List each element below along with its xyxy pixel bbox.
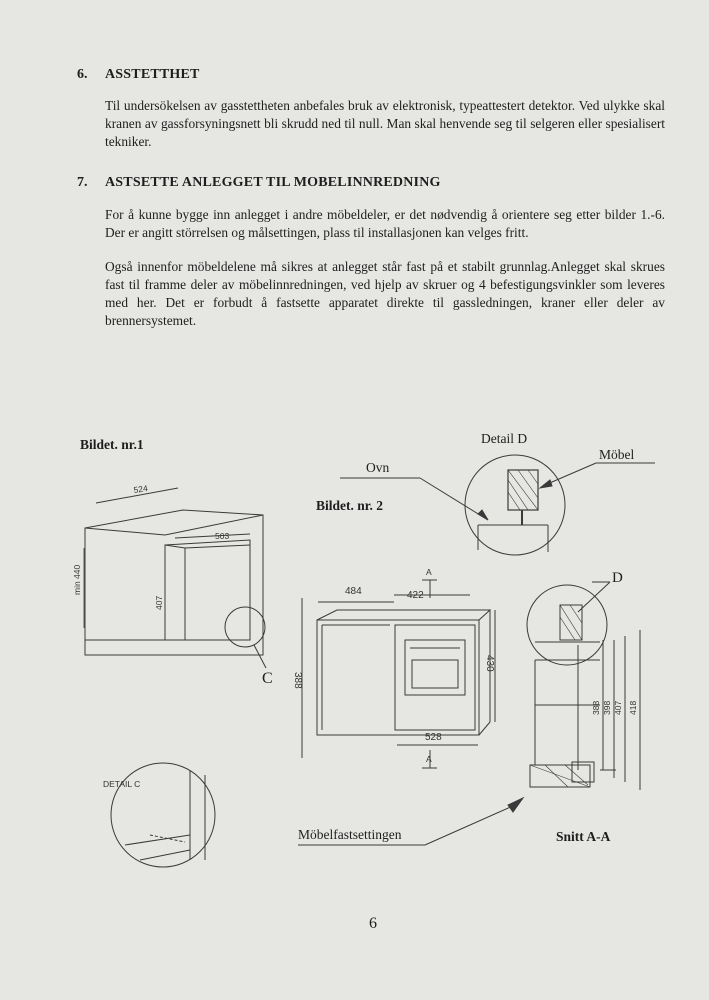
section-6-title: ASSTETTHET: [105, 67, 200, 82]
dim-528: 528: [425, 732, 442, 743]
figure-1-label: Bildet. nr.1: [80, 437, 144, 452]
mobelfastsettingen-label: Möbelfastsettingen: [298, 827, 402, 842]
dim-section-407: 407: [613, 700, 623, 715]
dim-503: 503: [215, 531, 230, 541]
dim-407: 407: [154, 595, 164, 610]
section-6-number: 6.: [77, 67, 88, 82]
dim-430: 430: [484, 655, 495, 672]
detail-d-marker: D: [612, 570, 623, 586]
dim-422: 422: [407, 590, 424, 601]
section-mark-a-bottom: A: [426, 754, 432, 764]
ovn-label: Ovn: [366, 460, 390, 475]
mobel-label: Möbel: [599, 447, 635, 462]
detail-d-drawing: [340, 455, 655, 555]
section-7-paragraph-2: Også innenfor möbeldelene må sikres at anlegget står fast på et stabilt grunnlag.Anlegget skal skrues fast til framme deler av möbelinnredningen, ved hjelp av skruer og 4 befestigungsvinkler som leveres med her. Det er forbudt å fastsette apparatet direkte til gassledningen, kraner eller deler av brennersystemet.: [105, 259, 665, 328]
dim-388: 388: [292, 672, 303, 689]
page-number: 6: [369, 915, 377, 932]
detail-d-label: Detail D: [481, 431, 528, 446]
section-7-title: ASTSETTE ANLEGGET TIL MOBELINNREDNING: [105, 175, 441, 190]
detail-c-caption: DETAIL C: [103, 779, 141, 789]
snitt-aa-label: Snitt A-A: [556, 829, 611, 844]
dim-524: 524: [132, 483, 149, 495]
section-7-number: 7.: [77, 175, 88, 190]
dim-min-440: min 440: [72, 564, 82, 595]
figure-1-cabinet: [84, 488, 266, 668]
dim-section-418: 418: [628, 700, 638, 715]
section-6-paragraph: Til undersökelsen av gasstettheten anbefales bruk av elektronisk, typeattestert detektor. Ved ulykke skal kranen av gassforsyningsnett bli skrudd ned til null. Man skal henvende seg til selgeren eller spesialisert tekniker.: [105, 98, 665, 149]
dim-section-388: 388: [591, 700, 601, 715]
figure-1-dimension-texts: [72, 483, 229, 610]
section-dimension-texts: [591, 701, 638, 715]
figure-2-oven: [302, 580, 495, 768]
section-aa-drawing: [298, 582, 640, 845]
detail-c-marker: C: [262, 670, 273, 687]
figure-2-label: Bildet. nr. 2: [316, 498, 384, 513]
section-mark-a-top: A: [426, 567, 432, 577]
dim-484: 484: [345, 586, 362, 597]
section-7-paragraph-1: For å kunne bygge inn anlegget i andre möbeldeler, er det nødvendig å orientere seg etter bilder 1.-6. Der er angitt störrelsen og målsettingen, plass til installasjonen kan velges fritt.: [105, 207, 665, 240]
dim-section-398: 398: [602, 700, 612, 715]
